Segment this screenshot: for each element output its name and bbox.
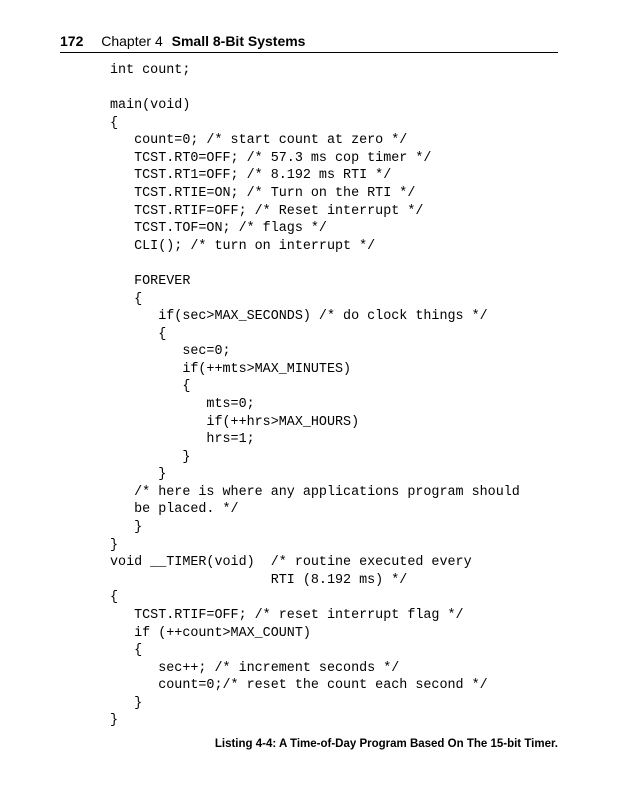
code-line: { — [110, 115, 119, 131]
code-line: } — [110, 467, 167, 483]
chapter-title: Small 8-Bit Systems — [171, 33, 306, 49]
code-line: FOREVER — [110, 273, 191, 289]
code-line: int count; — [110, 63, 191, 78]
code-line: hrs=1; — [110, 432, 255, 448]
code-line: TCST.RTIF=OFF; /* Reset interrupt */ — [110, 203, 424, 219]
code-line: TCST.RTIE=ON; /* Turn on the RTI */ — [110, 186, 416, 202]
code-line: { — [110, 590, 119, 606]
code-line: /* here is where any applications program should — [110, 484, 520, 500]
code-line: main(void) — [110, 98, 191, 114]
code-line: } — [110, 537, 119, 553]
code-listing — [110, 62, 520, 730]
code-line: sec++; /* increment seconds */ — [110, 660, 400, 676]
code-line: } — [110, 449, 191, 465]
code-line: } — [110, 695, 143, 711]
code-line: { — [110, 326, 167, 342]
code-line: be placed. */ — [110, 502, 239, 518]
listing-caption: Listing 4-4: A Time-of-Day Program Based On The 15-bit Timer. — [214, 738, 558, 750]
code-line: CLI(); /* turn on interrupt */ — [110, 238, 376, 254]
code-line: } — [110, 713, 119, 729]
code-line: { — [110, 379, 191, 395]
code-line: if(++mts>MAX_MINUTES) — [110, 361, 352, 377]
code-line: { — [110, 643, 143, 659]
page-header — [60, 32, 558, 53]
code-line: mts=0; — [110, 396, 255, 412]
code-line: TCST.RT0=OFF; /* 57.3 ms cop timer */ — [110, 150, 432, 166]
code-line: RTI (8.192 ms) */ — [110, 572, 408, 588]
page-number: 172 — [60, 33, 84, 49]
code-line: { — [110, 291, 143, 307]
code-line: count=0;/* reset the count each second */ — [110, 678, 488, 694]
code-line: if(sec>MAX_SECONDS) /* do clock things */ — [110, 309, 488, 325]
code-line: if(++hrs>MAX_HOURS) — [110, 414, 360, 430]
code-line: TCST.RTIF=OFF; /* reset interrupt flag */ — [110, 607, 464, 623]
code-line: TCST.RT1=OFF; /* 8.192 ms RTI */ — [110, 168, 392, 184]
code-line: sec=0; — [110, 344, 231, 360]
code-line: TCST.TOF=ON; /* flags */ — [110, 221, 327, 237]
code-line: } — [110, 520, 143, 536]
code-line: void __TIMER(void) /* routine executed every — [110, 555, 472, 571]
code-line: if (++count>MAX_COUNT) — [110, 625, 311, 641]
code-line — [110, 255, 520, 273]
chapter-label: Chapter 4 — [101, 33, 163, 49]
code-line — [110, 80, 520, 98]
code-line: count=0; /* start count at zero */ — [110, 133, 408, 149]
